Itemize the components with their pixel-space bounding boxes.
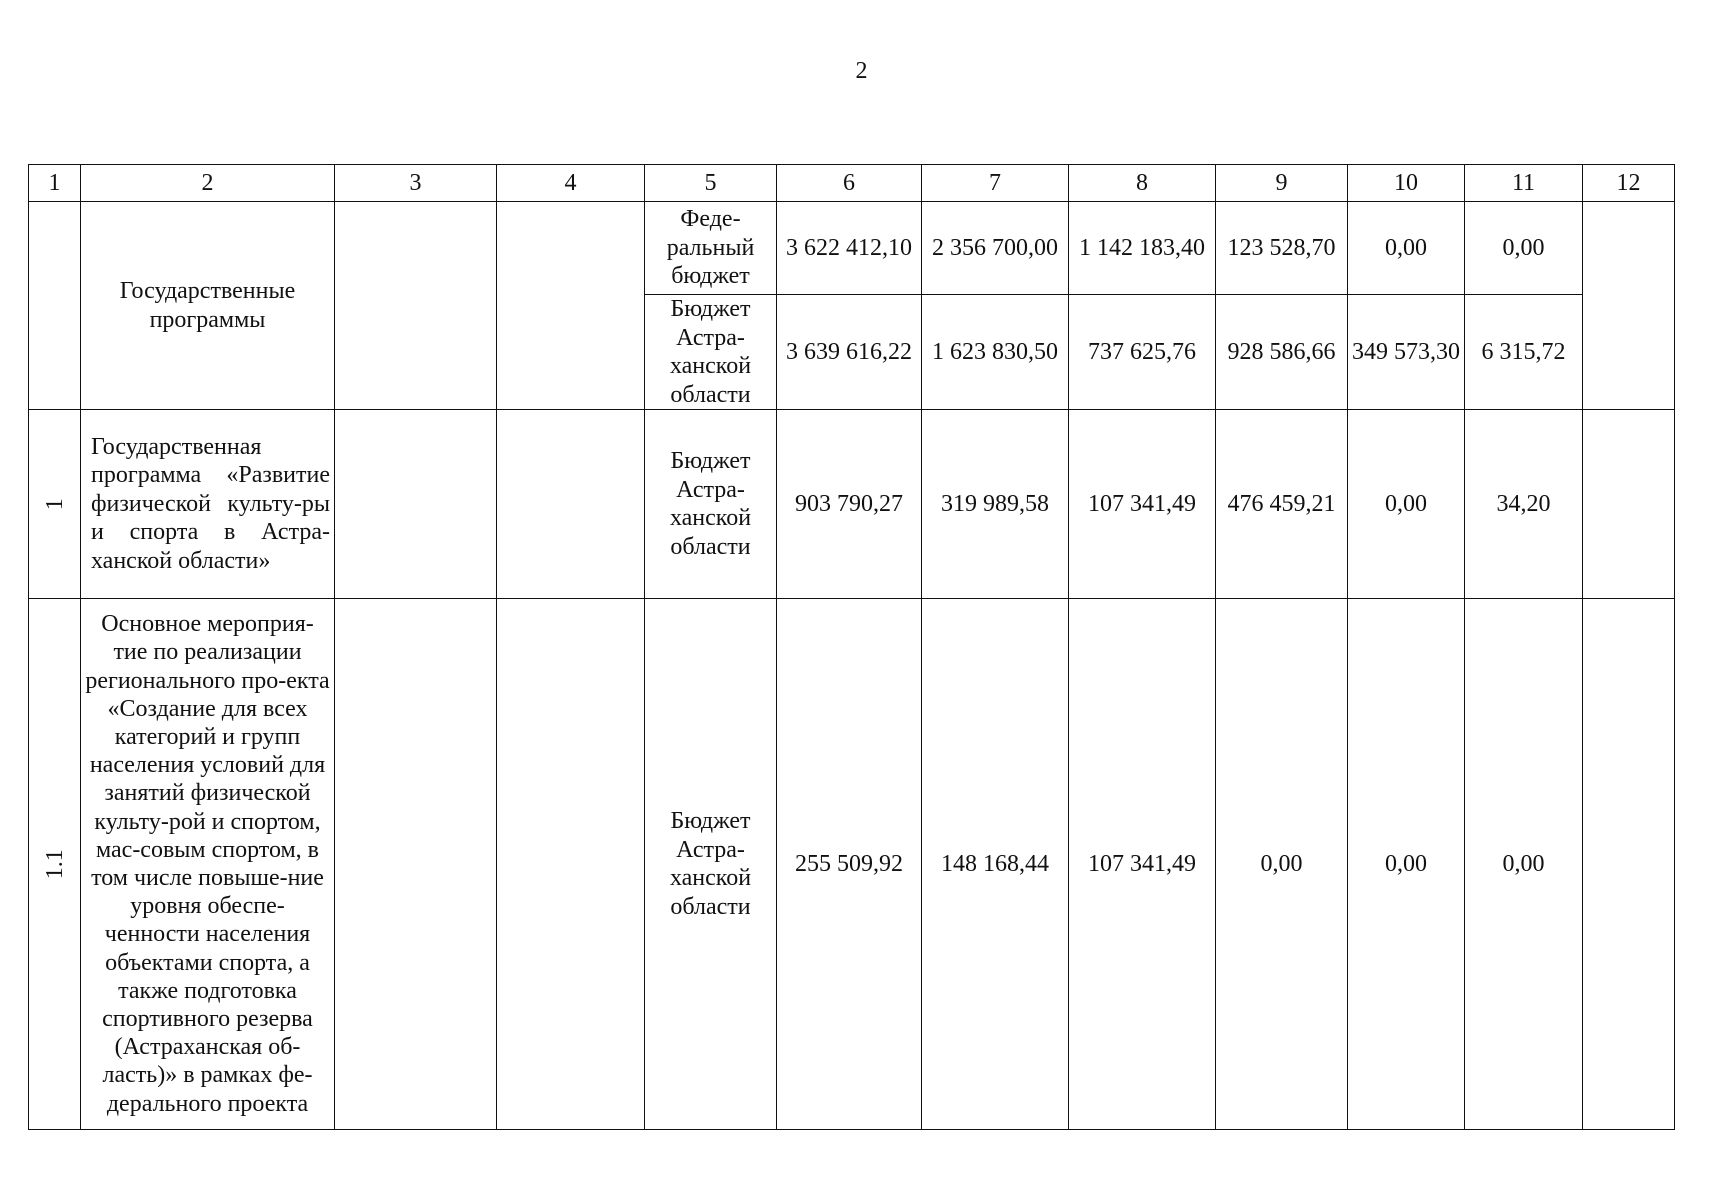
value-cell: 2 356 700,00 bbox=[922, 202, 1069, 295]
empty-cell bbox=[497, 202, 645, 410]
page-number: 2 bbox=[855, 58, 868, 84]
column-header: 3 bbox=[335, 165, 497, 202]
column-header: 1 bbox=[29, 165, 81, 202]
column-header: 12 bbox=[1583, 165, 1675, 202]
empty-cell bbox=[335, 599, 497, 1130]
empty-cell bbox=[1583, 202, 1675, 410]
column-header: 8 bbox=[1069, 165, 1216, 202]
value-cell: 1 142 183,40 bbox=[1069, 202, 1216, 295]
value-cell: 1 623 830,50 bbox=[922, 295, 1069, 410]
row-name: Основное мероприя-тие по реализации регионального про-екта «Создание для всех категорий и групп населения условий для занятий физической культу-рой и спортом, мас-совым спортом, в том числе повыше-ние уровня обеспе-ченности населения объектами спорта, а также подготовка спортивного резерва (Астраханская об-ласть)» в рамках фе-дерального проекта bbox=[81, 599, 335, 1130]
empty-cell bbox=[1583, 599, 1675, 1130]
value-cell: 737 625,76 bbox=[1069, 295, 1216, 410]
value-cell: 349 573,30 bbox=[1348, 295, 1465, 410]
value-cell: 123 528,70 bbox=[1216, 202, 1348, 295]
value-cell: 6 315,72 bbox=[1465, 295, 1583, 410]
empty-cell bbox=[335, 410, 497, 599]
value-cell: 34,20 bbox=[1465, 410, 1583, 599]
column-header-row bbox=[29, 165, 1675, 202]
table-row bbox=[29, 202, 1675, 295]
funding-source: Бюджет Астра-ханской области bbox=[645, 599, 777, 1130]
value-cell: 0,00 bbox=[1348, 599, 1465, 1130]
value-cell: 319 989,58 bbox=[922, 410, 1069, 599]
column-header: 10 bbox=[1348, 165, 1465, 202]
budget-table bbox=[28, 164, 1675, 1130]
row-number: 1.1 bbox=[41, 849, 68, 879]
value-cell: 903 790,27 bbox=[777, 410, 922, 599]
value-cell: 3 622 412,10 bbox=[777, 202, 922, 295]
table-row bbox=[29, 599, 1675, 1130]
empty-cell bbox=[497, 599, 645, 1130]
value-cell: 148 168,44 bbox=[922, 599, 1069, 1130]
value-cell: 3 639 616,22 bbox=[777, 295, 922, 410]
column-header: 9 bbox=[1216, 165, 1348, 202]
value-cell: 0,00 bbox=[1348, 410, 1465, 599]
row-number-cell bbox=[29, 599, 81, 1130]
value-cell: 0,00 bbox=[1465, 202, 1583, 295]
column-header: 4 bbox=[497, 165, 645, 202]
row-name: Государственные программы bbox=[81, 202, 335, 410]
column-header: 7 bbox=[922, 165, 1069, 202]
value-cell: 107 341,49 bbox=[1069, 599, 1216, 1130]
column-header: 11 bbox=[1465, 165, 1583, 202]
value-cell: 255 509,92 bbox=[777, 599, 922, 1130]
funding-source: Феде-ральный бюджет bbox=[645, 202, 777, 295]
value-cell: 476 459,21 bbox=[1216, 410, 1348, 599]
value-cell: 0,00 bbox=[1216, 599, 1348, 1130]
column-header: 6 bbox=[777, 165, 922, 202]
value-cell: 0,00 bbox=[1348, 202, 1465, 295]
funding-source: Бюджет Астра-ханской области bbox=[645, 410, 777, 599]
funding-source: Бюджет Астра-ханской области bbox=[645, 295, 777, 410]
empty-cell bbox=[497, 410, 645, 599]
row-number: 1 bbox=[41, 498, 68, 510]
table-row bbox=[29, 410, 1675, 599]
empty-cell bbox=[335, 202, 497, 410]
row-number-cell bbox=[29, 410, 81, 599]
value-cell: 0,00 bbox=[1465, 599, 1583, 1130]
value-cell: 928 586,66 bbox=[1216, 295, 1348, 410]
row-name: Государственная программа «Развитие физической культу-ры и спорта в Астра-ханской области» bbox=[81, 410, 335, 599]
column-header: 5 bbox=[645, 165, 777, 202]
column-header: 2 bbox=[81, 165, 335, 202]
row-number-cell bbox=[29, 202, 81, 410]
value-cell: 107 341,49 bbox=[1069, 410, 1216, 599]
empty-cell bbox=[1583, 410, 1675, 599]
